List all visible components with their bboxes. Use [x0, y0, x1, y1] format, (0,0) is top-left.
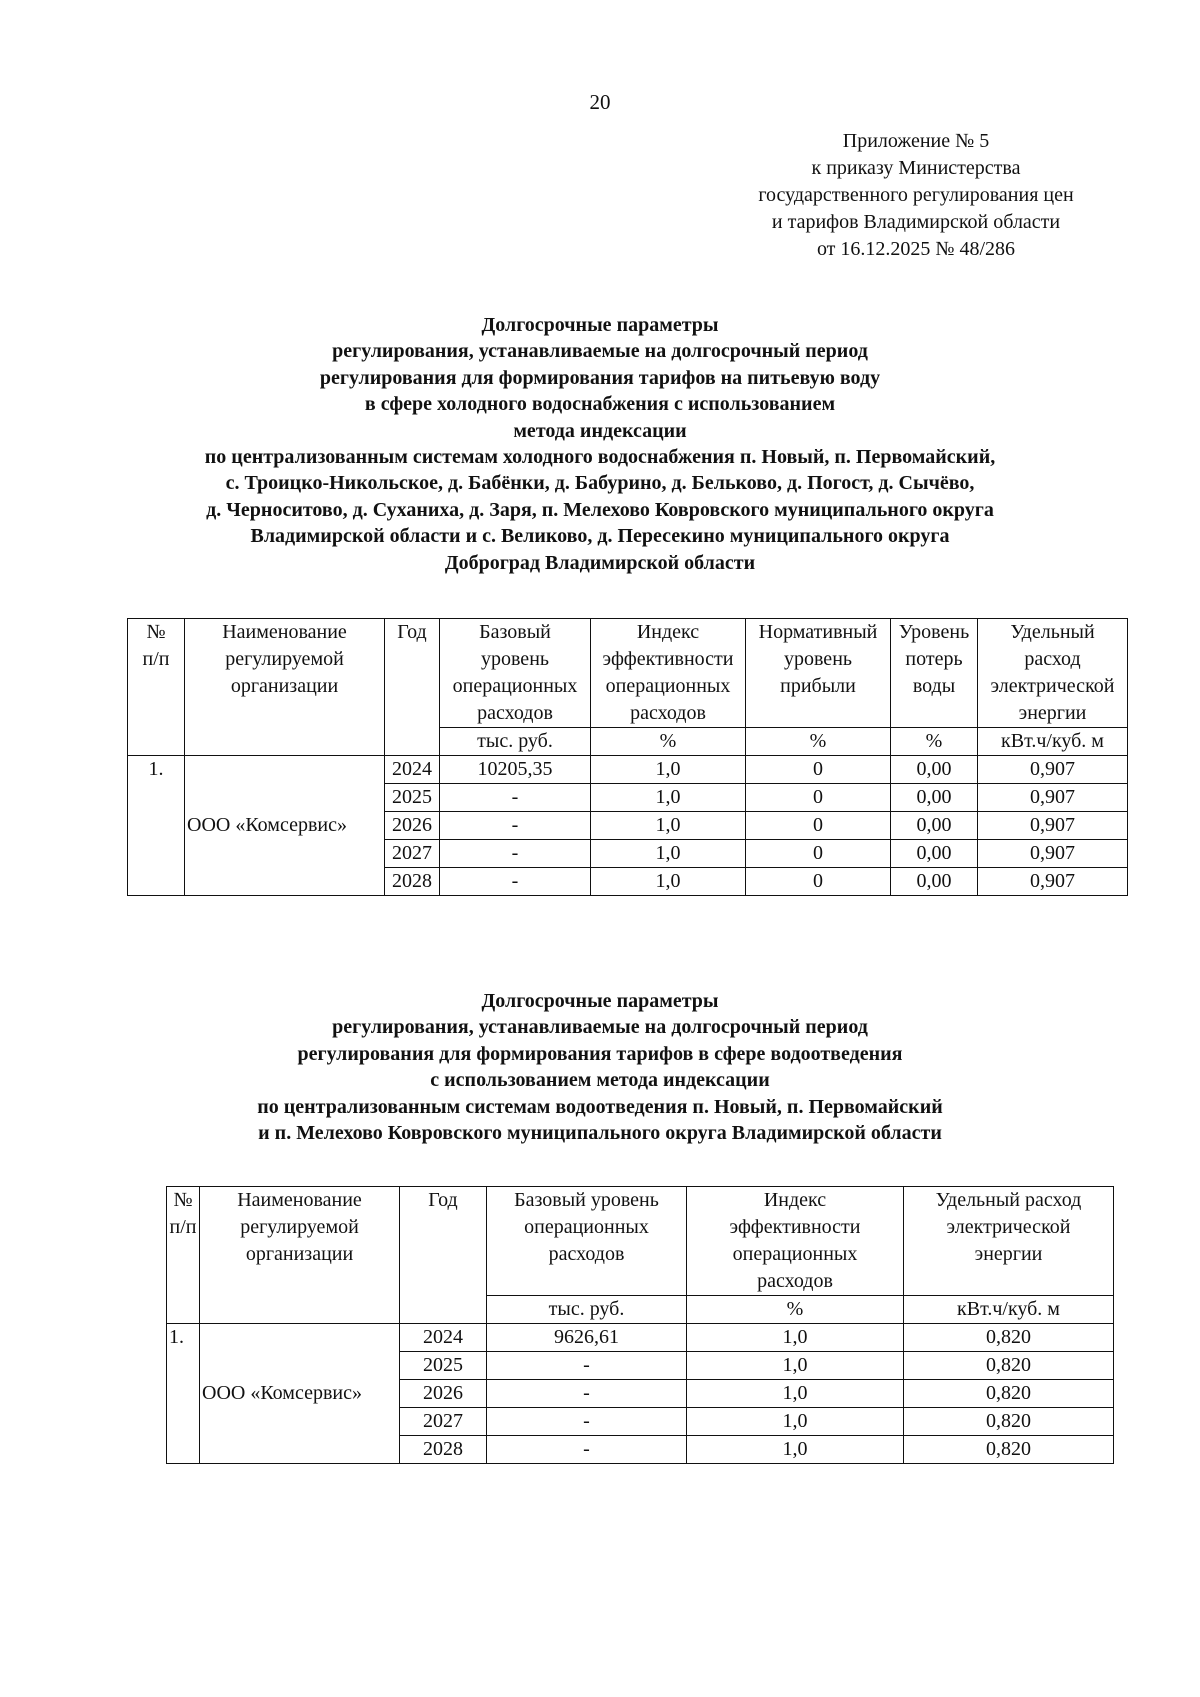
page-number: 20: [589, 90, 611, 114]
heading-line: Владимирской области и с. Великово, д. Пересекино муниципального округа: [250, 525, 950, 548]
cell-year: 2027: [400, 1408, 487, 1436]
cell-energy-consumption: 0,820: [904, 1352, 1114, 1380]
unit-efficiency-index: %: [687, 1296, 904, 1324]
heading-line: регулирования, устанавливаемые на долгосрочный период: [332, 1016, 868, 1039]
heading-line: и п. Мелехово Ковровского муниципального округа Владимирской области: [258, 1122, 942, 1145]
heading-line: д. Черноситово, д. Суханиха, д. Заря, п. Мелехово Ковровского муниципального округа: [206, 498, 994, 521]
header-year: Год: [400, 1187, 487, 1324]
appendix-line: Приложение № 5: [842, 130, 990, 152]
cell-efficiency-index: 1,0: [687, 1408, 904, 1436]
header-base-opex: Базовый уровень операционных расходов: [487, 1187, 687, 1296]
cell-base-opex: -: [440, 784, 591, 812]
heading-line: Долгосрочные параметры: [481, 314, 719, 336]
heading-line: метода индексации: [513, 419, 687, 442]
header-organization: Наименование регулируемой организации: [185, 619, 385, 756]
wastewater-table: [166, 1186, 1114, 1464]
cell-year: 2024: [385, 756, 440, 784]
table-header-row: [128, 619, 1128, 728]
cell-efficiency-index: 1,0: [591, 868, 746, 896]
heading-line: регулирования для формирования тарифов на питьевую воду: [319, 366, 881, 389]
cell-profit-level: 0: [746, 756, 891, 784]
cell-base-opex: 10205,35: [440, 756, 591, 784]
cell-energy-consumption: 0,820: [904, 1408, 1114, 1436]
heading-line: регулирования для формирования тарифов в сфере водоотведения: [297, 1042, 903, 1065]
cell-efficiency-index: 1,0: [687, 1436, 904, 1464]
heading-line: по централизованным системам холодного водоснабжения п. Новый, п. Первомайский,: [204, 446, 996, 469]
wastewater-heading: [0, 988, 1200, 1146]
cell-base-opex: -: [440, 812, 591, 840]
header-efficiency-index: Индекс эффективности операционных расходов: [591, 619, 746, 728]
appendix-line: государственного регулирования цен: [758, 184, 1074, 206]
unit-energy-consumption: кВт.ч/куб. м: [904, 1296, 1114, 1324]
heading-line: регулирования, устанавливаемые на долгосрочный период: [332, 340, 868, 363]
water-supply-heading: [0, 312, 1200, 576]
header-number: № п/п: [128, 619, 185, 756]
unit-base-opex: тыс. руб.: [487, 1296, 687, 1324]
cell-base-opex: 9626,61: [487, 1324, 687, 1352]
header-base-opex: Базовый уровень операционных расходов: [440, 619, 591, 728]
water-supply-table: [127, 618, 1128, 896]
cell-energy-consumption: 0,820: [904, 1380, 1114, 1408]
cell-profit-level: 0: [746, 784, 891, 812]
cell-base-opex: -: [487, 1436, 687, 1464]
header-year: Год: [385, 619, 440, 756]
cell-year: 2028: [385, 868, 440, 896]
header-efficiency-index: Индекс эффективности операционных расходов: [687, 1187, 904, 1296]
cell-water-losses: 0,00: [891, 756, 978, 784]
cell-energy-consumption: 0,820: [904, 1324, 1114, 1352]
header-energy-consumption: Удельный расход электрической энергии: [978, 619, 1128, 728]
cell-water-losses: 0,00: [891, 868, 978, 896]
cell-efficiency-index: 1,0: [687, 1352, 904, 1380]
cell-energy-consumption: 0,907: [978, 812, 1128, 840]
cell-profit-level: 0: [746, 868, 891, 896]
cell-year: 2024: [400, 1324, 487, 1352]
cell-base-opex: -: [487, 1380, 687, 1408]
cell-energy-consumption: 0,907: [978, 868, 1128, 896]
heading-line: Доброград Владимирской области: [444, 551, 756, 574]
cell-water-losses: 0,00: [891, 840, 978, 868]
heading-line: по централизованным системам водоотведения п. Новый, п. Первомайский: [257, 1095, 943, 1118]
cell-profit-level: 0: [746, 840, 891, 868]
header-energy-consumption: Удельный расход электрической энергии: [904, 1187, 1114, 1296]
organization-name: ООО «Комсервис»: [185, 756, 385, 896]
unit-water-losses: %: [891, 728, 978, 756]
table-row: [128, 756, 1128, 784]
heading-line: с. Троицко-Никольское, д. Бабёнки, д. Бабурино, д. Бельково, д. Погост, д. Сычёво,: [225, 472, 975, 495]
cell-year: 2027: [385, 840, 440, 868]
cell-base-opex: -: [440, 840, 591, 868]
header-water-losses: Уровень потерь воды: [891, 619, 978, 728]
cell-year: 2025: [400, 1352, 487, 1380]
cell-water-losses: 0,00: [891, 784, 978, 812]
unit-efficiency-index: %: [591, 728, 746, 756]
table-header-row: [167, 1187, 1114, 1296]
organization-name: ООО «Комсервис»: [200, 1324, 400, 1464]
cell-base-opex: -: [487, 1352, 687, 1380]
cell-base-opex: -: [440, 868, 591, 896]
cell-energy-consumption: 0,820: [904, 1436, 1114, 1464]
cell-energy-consumption: 0,907: [978, 756, 1128, 784]
heading-line: с использованием метода индексации: [430, 1069, 770, 1092]
appendix-line: от 16.12.2025 № 48/286: [816, 238, 1016, 260]
header-profit-level: Нормативный уровень прибыли: [746, 619, 891, 728]
cell-year: 2028: [400, 1436, 487, 1464]
cell-efficiency-index: 1,0: [591, 784, 746, 812]
cell-water-losses: 0,00: [891, 812, 978, 840]
cell-year: 2026: [400, 1380, 487, 1408]
header-number: № п/п: [167, 1187, 200, 1324]
cell-base-opex: -: [487, 1408, 687, 1436]
row-number: 1.: [167, 1324, 200, 1464]
cell-efficiency-index: 1,0: [591, 812, 746, 840]
cell-efficiency-index: 1,0: [687, 1324, 904, 1352]
cell-efficiency-index: 1,0: [591, 840, 746, 868]
heading-line: в сфере холодного водоснабжения с использованием: [364, 393, 836, 416]
cell-profit-level: 0: [746, 812, 891, 840]
cell-energy-consumption: 0,907: [978, 840, 1128, 868]
unit-base-opex: тыс. руб.: [440, 728, 591, 756]
unit-energy-consumption: кВт.ч/куб. м: [978, 728, 1128, 756]
table-row: [167, 1324, 1114, 1352]
appendix-line: и тарифов Владимирской области: [771, 211, 1061, 233]
cell-efficiency-index: 1,0: [687, 1380, 904, 1408]
cell-year: 2026: [385, 812, 440, 840]
row-number: 1.: [128, 756, 185, 896]
appendix-block: [706, 128, 1126, 263]
cell-energy-consumption: 0,907: [978, 784, 1128, 812]
cell-efficiency-index: 1,0: [591, 756, 746, 784]
cell-year: 2025: [385, 784, 440, 812]
header-organization: Наименование регулируемой организации: [200, 1187, 400, 1324]
heading-line: Долгосрочные параметры: [481, 990, 719, 1012]
appendix-line: к приказу Министерства: [811, 157, 1021, 179]
unit-profit-level: %: [746, 728, 891, 756]
